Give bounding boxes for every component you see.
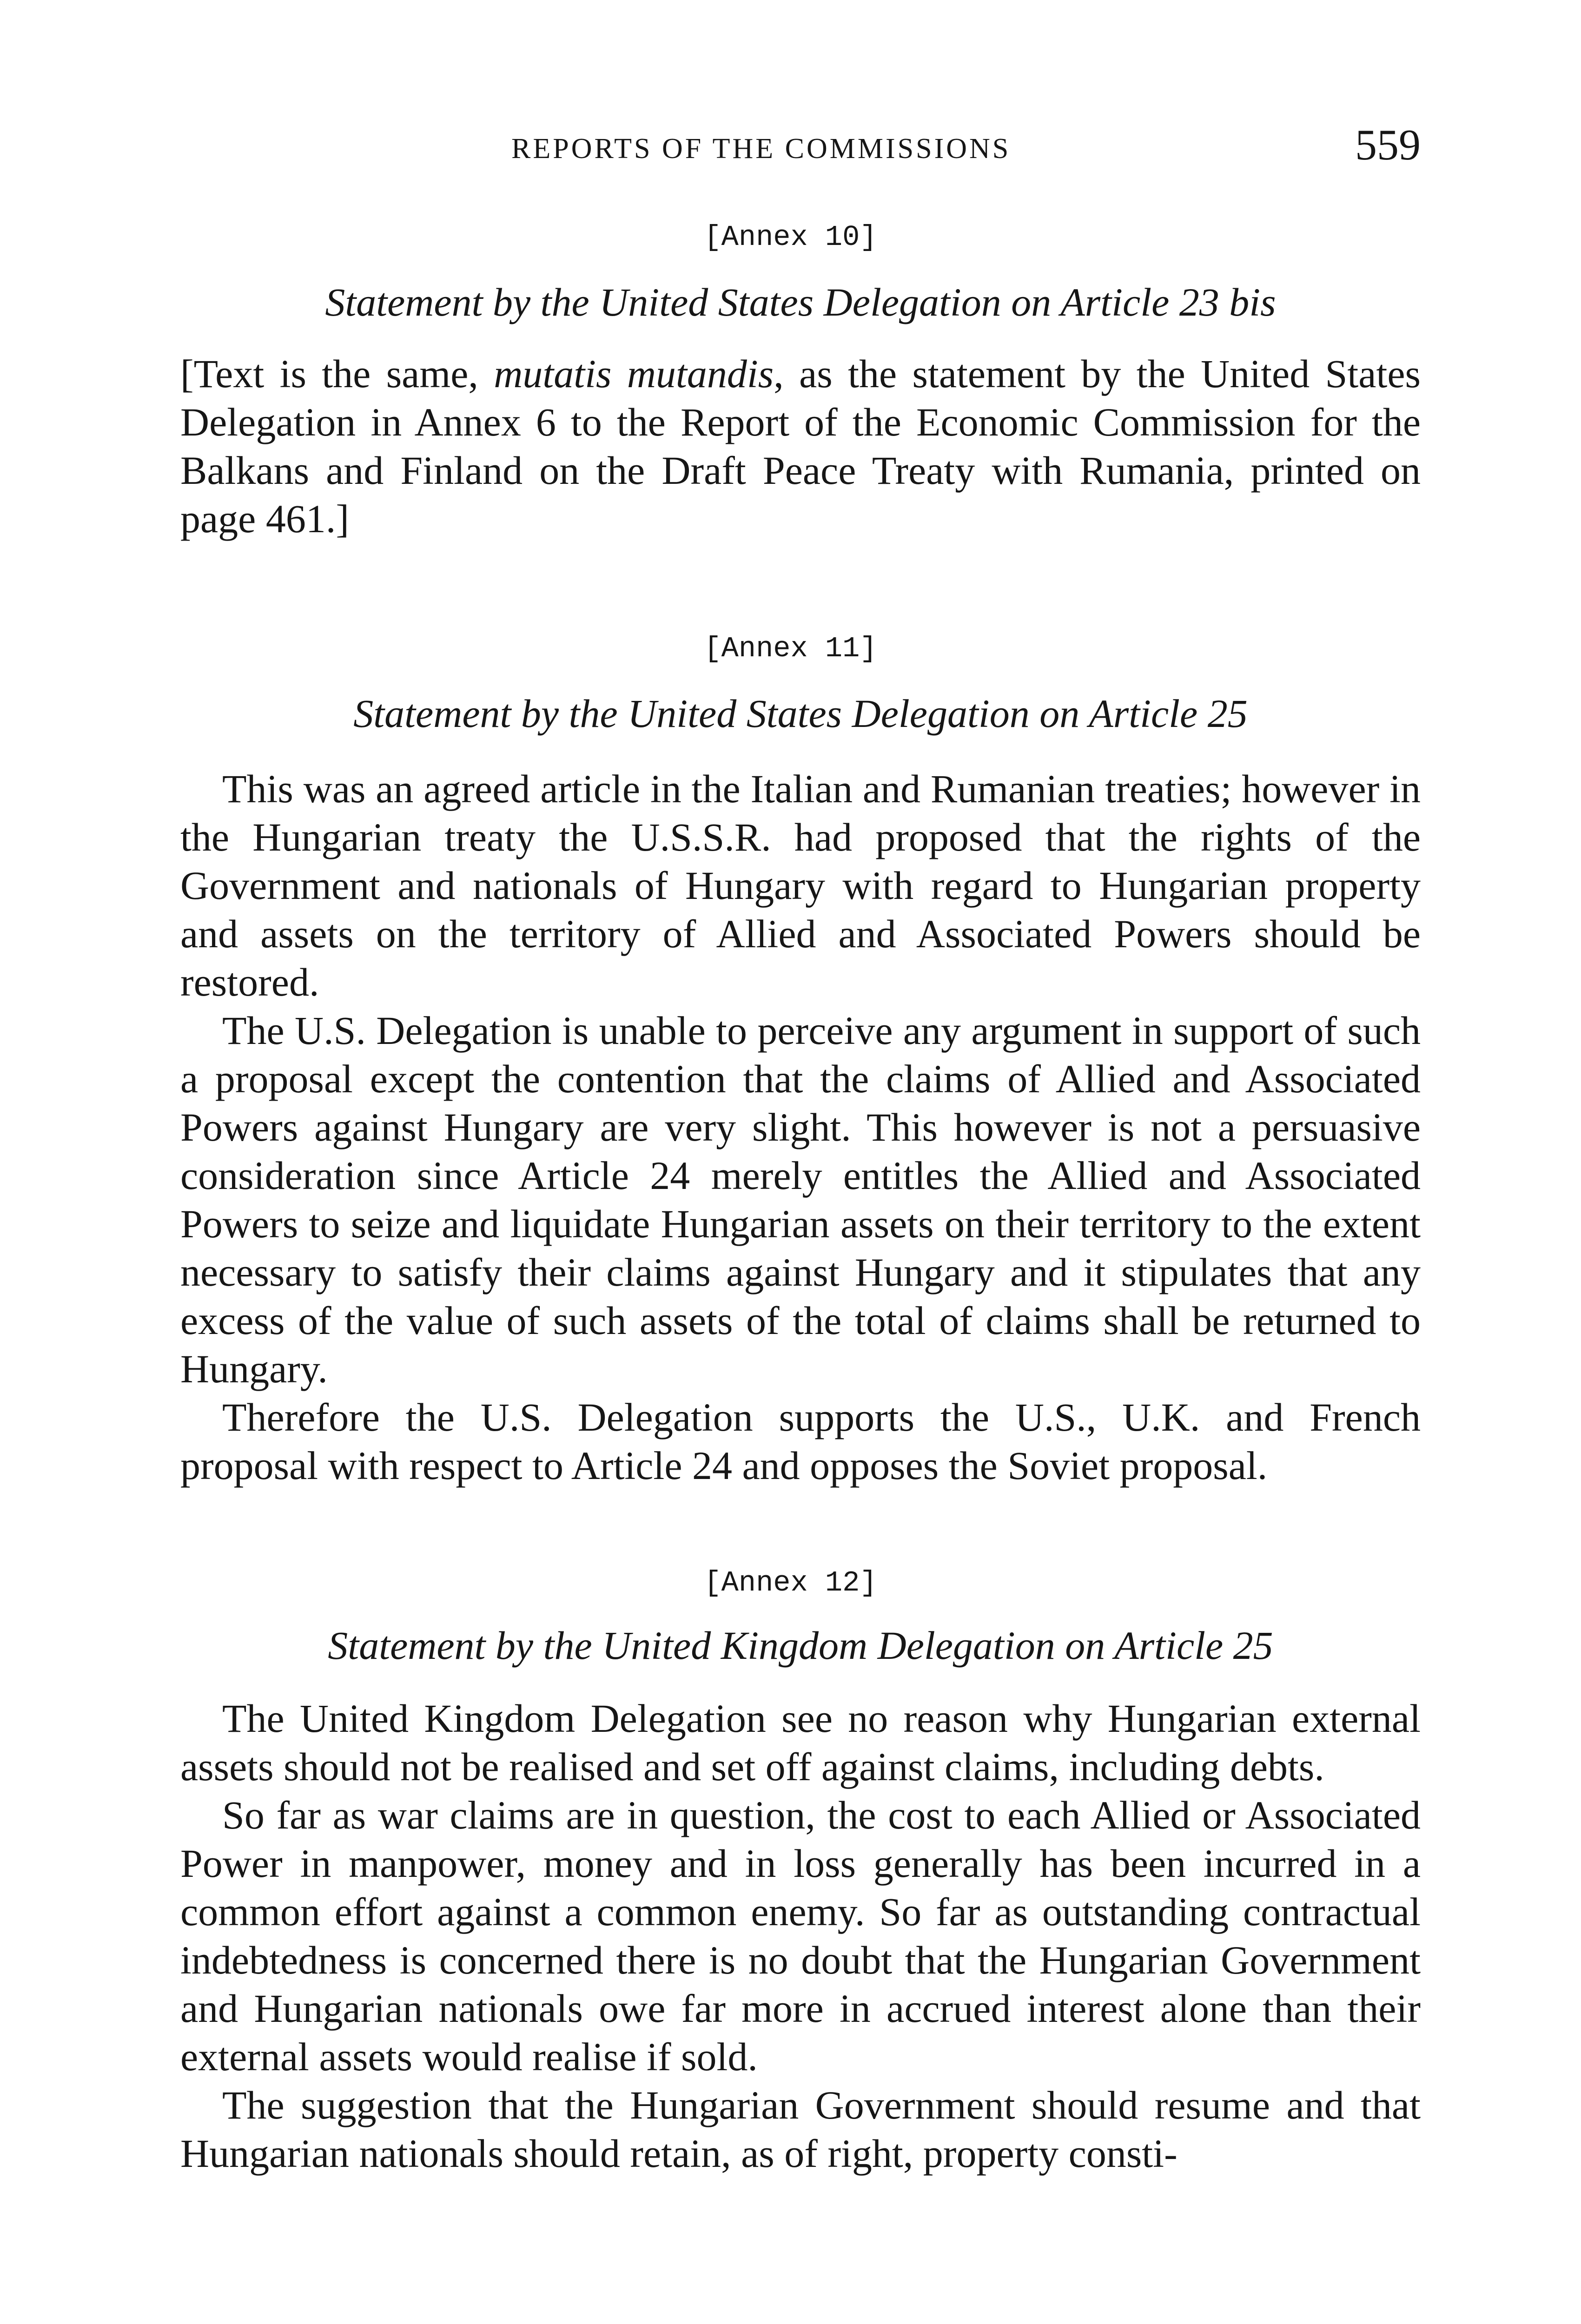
annex-11-title: Statement by the United States Delegation on Article 25 [353, 691, 1248, 736]
annex-11-paragraph-2: The U.S. Delegation is unable to perceive any argument in support of such a proposal except the contention that the claims of Allied and Associated Powers against Hungary are very slight. This however is not a persuasive consideration since Article 24 merely entitles the Allied and Associated Powers to seize and liquidate Hungarian assets on their territory to the extent necessary to satisfy their claims against Hungary and it stipulates that any excess of the value of such assets of the total of claims shall be returned to Hungary. [180, 1008, 1421, 1391]
annex-10-paragraph-1 [180, 350, 1421, 543]
annex-11-paragraph-1: This was an agreed article in the Italian and Rumanian treaties; however in the Hungarian treaty the U.S.S.R. had proposed that the rights of the Government and nationals of Hungary with regard to Hungarian property and assets on the territory of Allied and Associated Powers should be restored. [180, 766, 1421, 1004]
annex-12-body [180, 1694, 1421, 2178]
annex-10-latin-phrase: mutatis mutandis [494, 351, 774, 396]
annex-11-label: [Annex 11] [704, 632, 877, 665]
annex-12-paragraph-3: The suggestion that the Hungarian Government should resume and that Hungarian nationals should retain, as of right, property consti- [180, 2083, 1421, 2176]
page-number: 559 [1355, 121, 1421, 169]
annex-10-body [180, 350, 1421, 543]
running-head: REPORTS OF THE COMMISSIONS [511, 133, 1011, 165]
annex-11-body [180, 765, 1421, 1490]
annex-12-label: [Annex 12] [704, 1566, 877, 1599]
annex-12-paragraph-2: So far as war claims are in question, the cost to each Allied or Associated Power in manpower, money and in loss generally has been incurred in a common effort against a common enemy. So far as outstanding contractual indebtedness is concerned there is no doubt that the Hungarian Government and Hungarian nationals owe far more in accrued interest alone than their external assets would realise if sold. [180, 1793, 1421, 2079]
annex-12-paragraph-1: The United Kingdom Delegation see no reason why Hungarian external assets should not be realised and set off against claims, including debts. [180, 1696, 1421, 1789]
annex-11-paragraph-3: Therefore the U.S. Delegation supports the U.S., U.K. and French proposal with respect to Article 24 and opposes the Soviet proposal. [180, 1395, 1421, 1488]
annex-10-paragraph-1-start: [Text is the same, [180, 351, 494, 396]
annex-10-title: Statement by the United States Delegation on Article 23 bis [325, 280, 1276, 324]
annex-10-label: [Annex 10] [704, 221, 877, 254]
annex-10-paragraph-1-end: , as the statement by the United States Delegation in Annex 6 to the Report of the Economic Commission for the Balkans and Finland on the Draft Peace Treaty with Rumania, printed on page 461.] [180, 351, 1421, 541]
annex-12-title: Statement by the United Kingdom Delegation on Article 25 [328, 1623, 1273, 1668]
